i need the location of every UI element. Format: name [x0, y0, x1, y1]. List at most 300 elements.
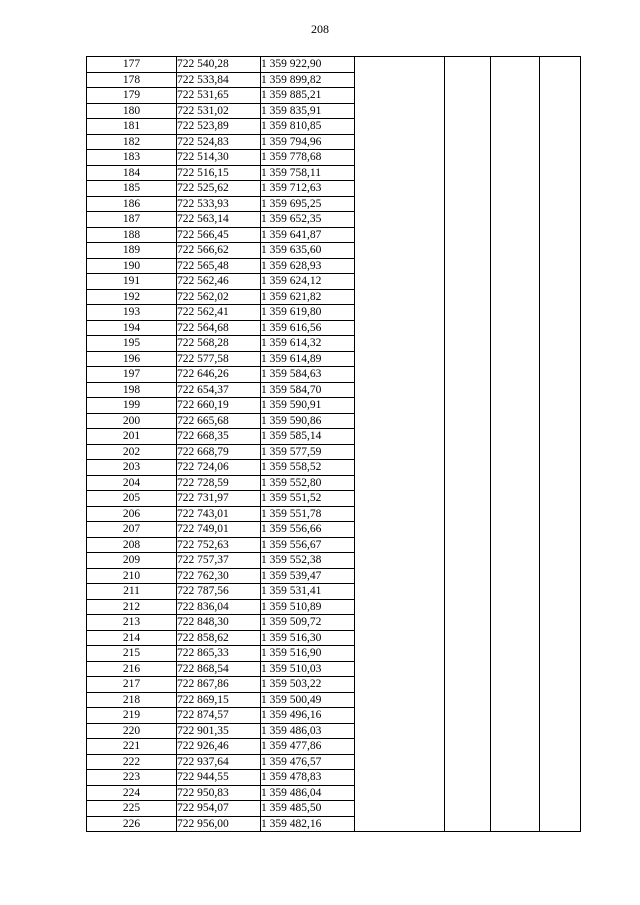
empty-cell — [445, 785, 491, 801]
empty-cell — [445, 553, 491, 569]
empty-cell — [355, 243, 445, 259]
empty-cell — [355, 677, 445, 693]
point-number-cell: 195 — [87, 336, 177, 352]
empty-cell — [491, 134, 540, 150]
empty-cell — [491, 119, 540, 135]
point-number-cell: 213 — [87, 615, 177, 631]
table-row — [87, 615, 581, 631]
empty-cell — [445, 88, 491, 104]
point-number-cell: 206 — [87, 506, 177, 522]
empty-cell — [491, 150, 540, 166]
table-row — [87, 444, 581, 460]
empty-cell — [491, 723, 540, 739]
page-number: 208 — [311, 22, 329, 36]
empty-cell — [445, 212, 491, 228]
y-coordinate-cell: 1 359 835,91 — [261, 103, 355, 119]
x-coordinate-cell: 722 901,35 — [177, 723, 261, 739]
empty-cell — [540, 723, 581, 739]
empty-cell — [355, 119, 445, 135]
table-row — [87, 134, 581, 150]
empty-cell — [491, 351, 540, 367]
y-coordinate-cell: 1 359 641,87 — [261, 227, 355, 243]
empty-cell — [445, 336, 491, 352]
point-number-cell: 222 — [87, 754, 177, 770]
table-row — [87, 119, 581, 135]
empty-cell — [491, 599, 540, 615]
x-coordinate-cell: 722 516,15 — [177, 165, 261, 181]
empty-cell — [355, 258, 445, 274]
empty-cell — [355, 553, 445, 569]
empty-cell — [355, 816, 445, 832]
empty-cell — [445, 568, 491, 584]
point-number-cell: 220 — [87, 723, 177, 739]
empty-cell — [491, 212, 540, 228]
table-row — [87, 692, 581, 708]
table-row — [87, 460, 581, 476]
point-number-cell: 218 — [87, 692, 177, 708]
empty-cell — [540, 382, 581, 398]
empty-cell — [445, 801, 491, 817]
empty-cell — [540, 599, 581, 615]
y-coordinate-cell: 1 359 478,83 — [261, 770, 355, 786]
point-number-cell: 219 — [87, 708, 177, 724]
table-row — [87, 754, 581, 770]
y-coordinate-cell: 1 359 485,50 — [261, 801, 355, 817]
empty-cell — [491, 181, 540, 197]
empty-cell — [540, 103, 581, 119]
x-coordinate-cell: 722 577,58 — [177, 351, 261, 367]
table-row — [87, 336, 581, 352]
empty-cell — [445, 274, 491, 290]
empty-cell — [445, 599, 491, 615]
table-row — [87, 103, 581, 119]
x-coordinate-cell: 722 531,65 — [177, 88, 261, 104]
empty-cell — [445, 243, 491, 259]
empty-cell — [491, 475, 540, 491]
y-coordinate-cell: 1 359 619,80 — [261, 305, 355, 321]
table-row — [87, 785, 581, 801]
y-coordinate-cell: 1 359 590,91 — [261, 398, 355, 414]
x-coordinate-cell: 722 752,63 — [177, 537, 261, 553]
table-row — [87, 274, 581, 290]
y-coordinate-cell: 1 359 510,89 — [261, 599, 355, 615]
point-number-cell: 190 — [87, 258, 177, 274]
empty-cell — [540, 258, 581, 274]
x-coordinate-cell: 722 950,83 — [177, 785, 261, 801]
empty-cell — [491, 522, 540, 538]
empty-cell — [355, 336, 445, 352]
empty-cell — [540, 351, 581, 367]
empty-cell — [540, 398, 581, 414]
x-coordinate-cell: 722 867,86 — [177, 677, 261, 693]
empty-cell — [540, 522, 581, 538]
empty-cell — [445, 413, 491, 429]
empty-cell — [445, 646, 491, 662]
empty-cell — [540, 692, 581, 708]
empty-cell — [540, 243, 581, 259]
point-number-cell: 198 — [87, 382, 177, 398]
empty-cell — [355, 692, 445, 708]
point-number-cell: 200 — [87, 413, 177, 429]
table-row — [87, 150, 581, 166]
empty-cell — [355, 537, 445, 553]
empty-cell — [540, 212, 581, 228]
empty-cell — [355, 723, 445, 739]
empty-cell — [445, 150, 491, 166]
empty-cell — [491, 584, 540, 600]
table-row — [87, 584, 581, 600]
table-row — [87, 382, 581, 398]
empty-cell — [491, 413, 540, 429]
x-coordinate-cell: 722 874,57 — [177, 708, 261, 724]
point-number-cell: 208 — [87, 537, 177, 553]
x-coordinate-cell: 722 562,02 — [177, 289, 261, 305]
empty-cell — [491, 754, 540, 770]
empty-cell — [355, 646, 445, 662]
table-row — [87, 320, 581, 336]
table-row — [87, 506, 581, 522]
table-row — [87, 708, 581, 724]
empty-cell — [540, 460, 581, 476]
empty-cell — [355, 801, 445, 817]
point-number-cell: 226 — [87, 816, 177, 832]
empty-cell — [491, 305, 540, 321]
empty-cell — [445, 57, 491, 73]
empty-cell — [355, 320, 445, 336]
empty-cell — [445, 289, 491, 305]
point-number-cell: 202 — [87, 444, 177, 460]
point-number-cell: 216 — [87, 661, 177, 677]
empty-cell — [491, 227, 540, 243]
table-row — [87, 537, 581, 553]
empty-cell — [355, 739, 445, 755]
empty-cell — [540, 537, 581, 553]
point-number-cell: 225 — [87, 801, 177, 817]
empty-cell — [540, 320, 581, 336]
empty-cell — [491, 770, 540, 786]
empty-cell — [355, 754, 445, 770]
coordinates-table — [86, 56, 581, 832]
y-coordinate-cell: 1 359 510,03 — [261, 661, 355, 677]
x-coordinate-cell: 722 848,30 — [177, 615, 261, 631]
x-coordinate-cell: 722 540,28 — [177, 57, 261, 73]
table-row — [87, 243, 581, 259]
x-coordinate-cell: 722 660,19 — [177, 398, 261, 414]
empty-cell — [491, 196, 540, 212]
table-row — [87, 568, 581, 584]
point-number-cell: 178 — [87, 72, 177, 88]
empty-cell — [491, 708, 540, 724]
point-number-cell: 183 — [87, 150, 177, 166]
point-number-cell: 184 — [87, 165, 177, 181]
empty-cell — [445, 72, 491, 88]
empty-cell — [445, 134, 491, 150]
empty-cell — [445, 708, 491, 724]
y-coordinate-cell: 1 359 531,41 — [261, 584, 355, 600]
x-coordinate-cell: 722 514,30 — [177, 150, 261, 166]
y-coordinate-cell: 1 359 486,04 — [261, 785, 355, 801]
empty-cell — [491, 274, 540, 290]
empty-cell — [540, 568, 581, 584]
point-number-cell: 215 — [87, 646, 177, 662]
empty-cell — [445, 661, 491, 677]
empty-cell — [540, 615, 581, 631]
empty-cell — [540, 816, 581, 832]
empty-cell — [540, 475, 581, 491]
empty-cell — [355, 367, 445, 383]
x-coordinate-cell: 722 566,62 — [177, 243, 261, 259]
point-number-cell: 223 — [87, 770, 177, 786]
point-number-cell: 209 — [87, 553, 177, 569]
empty-cell — [355, 429, 445, 445]
empty-cell — [355, 150, 445, 166]
empty-cell — [355, 661, 445, 677]
point-number-cell: 221 — [87, 739, 177, 755]
y-coordinate-cell: 1 359 556,67 — [261, 537, 355, 553]
x-coordinate-cell: 722 533,84 — [177, 72, 261, 88]
x-coordinate-cell: 722 533,93 — [177, 196, 261, 212]
empty-cell — [445, 677, 491, 693]
y-coordinate-cell: 1 359 503,22 — [261, 677, 355, 693]
x-coordinate-cell: 722 869,15 — [177, 692, 261, 708]
empty-cell — [355, 413, 445, 429]
empty-cell — [445, 103, 491, 119]
empty-cell — [540, 785, 581, 801]
empty-cell — [445, 754, 491, 770]
empty-cell — [491, 801, 540, 817]
table-row — [87, 305, 581, 321]
empty-cell — [445, 227, 491, 243]
empty-cell — [355, 615, 445, 631]
table-row — [87, 723, 581, 739]
point-number-cell: 192 — [87, 289, 177, 305]
empty-cell — [355, 351, 445, 367]
empty-cell — [355, 522, 445, 538]
x-coordinate-cell: 722 762,30 — [177, 568, 261, 584]
y-coordinate-cell: 1 359 577,59 — [261, 444, 355, 460]
empty-cell — [491, 336, 540, 352]
empty-cell — [540, 491, 581, 507]
table-row — [87, 289, 581, 305]
table-row — [87, 491, 581, 507]
point-number-cell: 212 — [87, 599, 177, 615]
y-coordinate-cell: 1 359 539,47 — [261, 568, 355, 584]
y-coordinate-cell: 1 359 621,82 — [261, 289, 355, 305]
empty-cell — [540, 72, 581, 88]
table-row — [87, 165, 581, 181]
empty-cell — [355, 708, 445, 724]
y-coordinate-cell: 1 359 552,38 — [261, 553, 355, 569]
y-coordinate-cell: 1 359 712,63 — [261, 181, 355, 197]
point-number-cell: 182 — [87, 134, 177, 150]
empty-cell — [540, 119, 581, 135]
x-coordinate-cell: 722 646,26 — [177, 367, 261, 383]
table-row — [87, 429, 581, 445]
empty-cell — [355, 770, 445, 786]
point-number-cell: 186 — [87, 196, 177, 212]
x-coordinate-cell: 722 668,79 — [177, 444, 261, 460]
y-coordinate-cell: 1 359 558,52 — [261, 460, 355, 476]
empty-cell — [445, 615, 491, 631]
empty-cell — [355, 212, 445, 228]
empty-cell — [540, 289, 581, 305]
empty-cell — [355, 584, 445, 600]
table-row — [87, 646, 581, 662]
empty-cell — [540, 708, 581, 724]
empty-cell — [445, 723, 491, 739]
empty-cell — [540, 429, 581, 445]
empty-cell — [445, 491, 491, 507]
point-number-cell: 217 — [87, 677, 177, 693]
empty-cell — [445, 506, 491, 522]
x-coordinate-cell: 722 937,64 — [177, 754, 261, 770]
table-row — [87, 88, 581, 104]
point-number-cell: 196 — [87, 351, 177, 367]
point-number-cell: 189 — [87, 243, 177, 259]
y-coordinate-cell: 1 359 516,90 — [261, 646, 355, 662]
x-coordinate-cell: 722 865,33 — [177, 646, 261, 662]
point-number-cell: 224 — [87, 785, 177, 801]
empty-cell — [355, 630, 445, 646]
point-number-cell: 179 — [87, 88, 177, 104]
empty-cell — [445, 522, 491, 538]
y-coordinate-cell: 1 359 500,49 — [261, 692, 355, 708]
empty-cell — [445, 630, 491, 646]
empty-cell — [445, 258, 491, 274]
y-coordinate-cell: 1 359 482,16 — [261, 816, 355, 832]
empty-cell — [355, 568, 445, 584]
point-number-cell: 214 — [87, 630, 177, 646]
empty-cell — [491, 398, 540, 414]
point-number-cell: 185 — [87, 181, 177, 197]
empty-cell — [540, 754, 581, 770]
table-row — [87, 57, 581, 73]
empty-cell — [491, 72, 540, 88]
x-coordinate-cell: 722 757,37 — [177, 553, 261, 569]
x-coordinate-cell: 722 566,45 — [177, 227, 261, 243]
x-coordinate-cell: 722 787,56 — [177, 584, 261, 600]
empty-cell — [445, 770, 491, 786]
x-coordinate-cell: 722 743,01 — [177, 506, 261, 522]
table-row — [87, 196, 581, 212]
x-coordinate-cell: 722 568,28 — [177, 336, 261, 352]
empty-cell — [540, 227, 581, 243]
empty-cell — [355, 165, 445, 181]
empty-cell — [491, 289, 540, 305]
empty-cell — [491, 88, 540, 104]
empty-cell — [491, 615, 540, 631]
x-coordinate-cell: 722 562,41 — [177, 305, 261, 321]
point-number-cell: 199 — [87, 398, 177, 414]
empty-cell — [355, 181, 445, 197]
empty-cell — [355, 72, 445, 88]
empty-cell — [540, 770, 581, 786]
y-coordinate-cell: 1 359 628,93 — [261, 258, 355, 274]
x-coordinate-cell: 722 836,04 — [177, 599, 261, 615]
y-coordinate-cell: 1 359 584,63 — [261, 367, 355, 383]
empty-cell — [445, 429, 491, 445]
y-coordinate-cell: 1 359 496,16 — [261, 708, 355, 724]
y-coordinate-cell: 1 359 551,78 — [261, 506, 355, 522]
empty-cell — [355, 444, 445, 460]
empty-cell — [540, 661, 581, 677]
empty-cell — [445, 816, 491, 832]
empty-cell — [540, 181, 581, 197]
empty-cell — [491, 692, 540, 708]
table-row — [87, 522, 581, 538]
y-coordinate-cell: 1 359 652,35 — [261, 212, 355, 228]
x-coordinate-cell: 722 524,83 — [177, 134, 261, 150]
empty-cell — [491, 568, 540, 584]
empty-cell — [491, 165, 540, 181]
table-row — [87, 72, 581, 88]
point-number-cell: 188 — [87, 227, 177, 243]
empty-cell — [355, 506, 445, 522]
y-coordinate-cell: 1 359 590,86 — [261, 413, 355, 429]
empty-cell — [491, 537, 540, 553]
y-coordinate-cell: 1 359 551,52 — [261, 491, 355, 507]
empty-cell — [540, 413, 581, 429]
x-coordinate-cell: 722 868,54 — [177, 661, 261, 677]
empty-cell — [355, 289, 445, 305]
x-coordinate-cell: 722 531,02 — [177, 103, 261, 119]
empty-cell — [540, 134, 581, 150]
y-coordinate-cell: 1 359 899,82 — [261, 72, 355, 88]
empty-cell — [445, 382, 491, 398]
table-row — [87, 212, 581, 228]
table-row — [87, 739, 581, 755]
table-row — [87, 770, 581, 786]
x-coordinate-cell: 722 563,14 — [177, 212, 261, 228]
empty-cell — [540, 584, 581, 600]
x-coordinate-cell: 722 565,48 — [177, 258, 261, 274]
y-coordinate-cell: 1 359 556,66 — [261, 522, 355, 538]
empty-cell — [491, 243, 540, 259]
empty-cell — [355, 785, 445, 801]
y-coordinate-cell: 1 359 584,70 — [261, 382, 355, 398]
empty-cell — [540, 677, 581, 693]
table-row — [87, 677, 581, 693]
empty-cell — [491, 103, 540, 119]
point-number-cell: 211 — [87, 584, 177, 600]
x-coordinate-cell: 722 858,62 — [177, 630, 261, 646]
empty-cell — [540, 646, 581, 662]
empty-cell — [491, 553, 540, 569]
table-row — [87, 258, 581, 274]
x-coordinate-cell: 722 944,55 — [177, 770, 261, 786]
empty-cell — [445, 692, 491, 708]
table-row — [87, 398, 581, 414]
empty-cell — [491, 816, 540, 832]
empty-cell — [355, 57, 445, 73]
y-coordinate-cell: 1 359 585,14 — [261, 429, 355, 445]
x-coordinate-cell: 722 926,46 — [177, 739, 261, 755]
empty-cell — [491, 661, 540, 677]
x-coordinate-cell: 722 731,97 — [177, 491, 261, 507]
x-coordinate-cell: 722 654,37 — [177, 382, 261, 398]
y-coordinate-cell: 1 359 922,90 — [261, 57, 355, 73]
empty-cell — [491, 429, 540, 445]
point-number-cell: 207 — [87, 522, 177, 538]
point-number-cell: 204 — [87, 475, 177, 491]
point-number-cell: 187 — [87, 212, 177, 228]
point-number-cell: 193 — [87, 305, 177, 321]
y-coordinate-cell: 1 359 758,11 — [261, 165, 355, 181]
y-coordinate-cell: 1 359 695,25 — [261, 196, 355, 212]
empty-cell — [540, 444, 581, 460]
table-row — [87, 661, 581, 677]
empty-cell — [491, 506, 540, 522]
